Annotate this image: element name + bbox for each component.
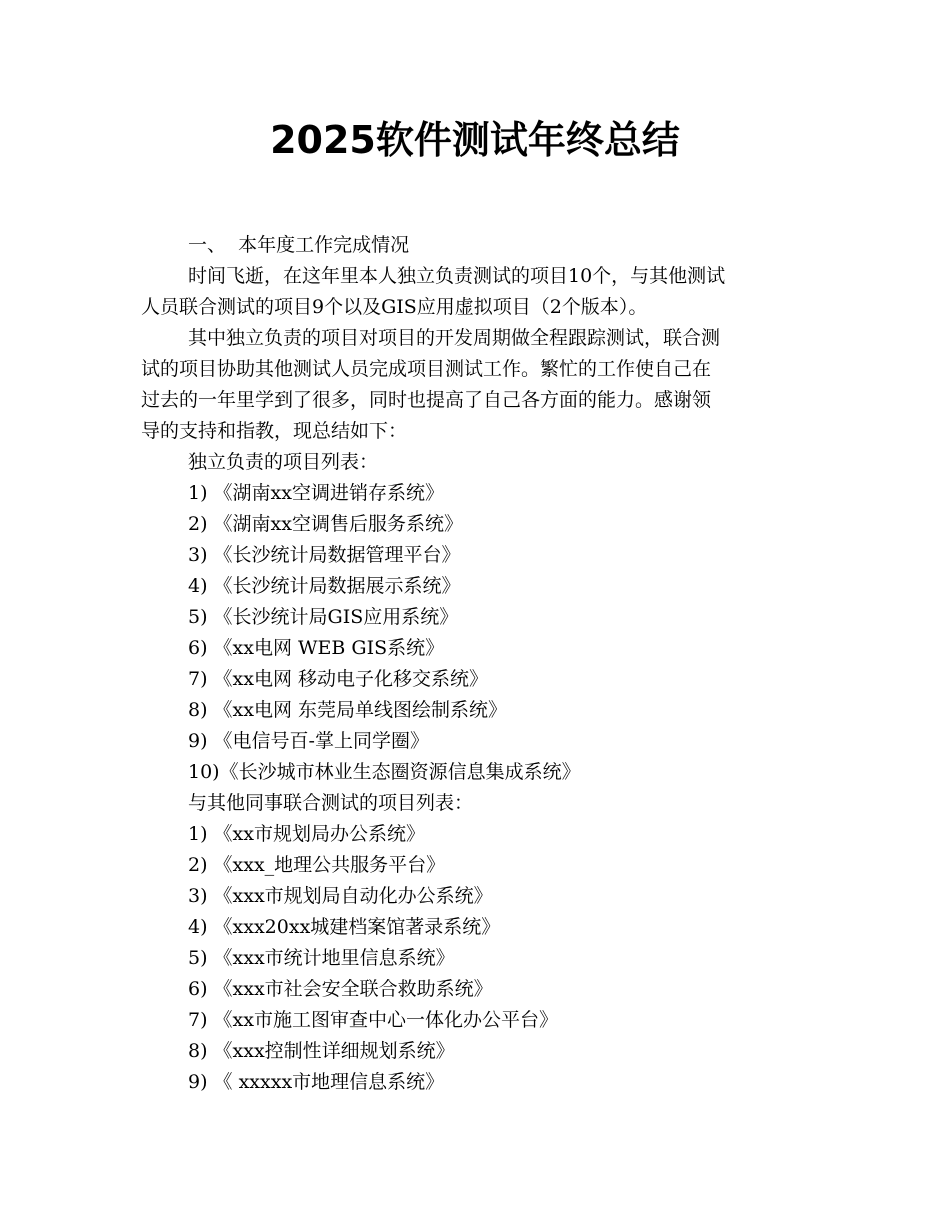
list-item: 4) 《长沙统计局数据展示系统》	[188, 575, 461, 597]
list-item: 8) 《xxx控制性详细规划系统》	[188, 1040, 455, 1062]
list-heading-joint: 与其他同事联合测试的项目列表：	[188, 792, 474, 814]
list-item: 6) 《xx电网 WEB GIS系统》	[188, 637, 445, 659]
paragraph-line: 人员联合测试的项目9个以及GIS应用虚拟项目（2个版本）。	[141, 296, 648, 318]
list-item: 8) 《xx电网 东莞局单线图绘制系统》	[188, 699, 508, 721]
list-item: 7) 《xx电网 移动电子化移交系统》	[188, 668, 489, 690]
list-item: 6) 《xxx市社会安全联合救助系统》	[188, 978, 493, 1000]
list-item: 9) 《 xxxxx市地理信息系统》	[188, 1071, 445, 1093]
document-body	[141, 230, 811, 1098]
list-item: 1) 《xx市规划局办公系统》	[188, 823, 425, 845]
list-heading-independent: 独立负责的项目列表：	[188, 451, 379, 473]
document-title: 2025软件测试年终总结	[270, 118, 680, 162]
paragraph-line: 试的项目协助其他测试人员完成项目测试工作。繁忙的工作使自己在	[141, 358, 712, 380]
paragraph-line: 时间飞逝，在这年里本人独立负责测试的项目10个，与其他测试	[188, 265, 726, 287]
paragraph-line: 其中独立负责的项目对项目的开发周期做全程跟踪测试，联合测	[188, 327, 721, 349]
list-item: 3) 《长沙统计局数据管理平台》	[188, 544, 461, 566]
list-item: 10)《长沙城市林业生态圈资源信息集成系统》	[188, 761, 581, 783]
paragraph-line: 过去的一年里学到了很多，同时也提高了自己各方面的能力。感谢领	[141, 389, 712, 411]
section-heading: 一、 本年度工作完成情况	[188, 234, 410, 256]
list-item: 9) 《电信号百-掌上同学圈》	[188, 730, 429, 752]
list-item: 5) 《xxx市统计地里信息系统》	[188, 947, 455, 969]
list-item: 1) 《湖南xx空调进销存系统》	[188, 482, 444, 504]
list-item: 2) 《湖南xx空调售后服务系统》	[188, 513, 463, 535]
list-item: 5) 《长沙统计局GIS应用系统》	[188, 606, 459, 628]
paragraph-line: 导的支持和指教，现总结如下：	[141, 420, 408, 442]
list-item: 7) 《xx市施工图审查中心一体化办公平台》	[188, 1009, 558, 1031]
list-item: 2) 《xxx_地理公共服务平台》	[188, 854, 446, 876]
list-item: 4) 《xxx20xx城建档案馆著录系统》	[188, 916, 501, 938]
list-item: 3) 《xxx市规划局自动化办公系统》	[188, 885, 493, 907]
